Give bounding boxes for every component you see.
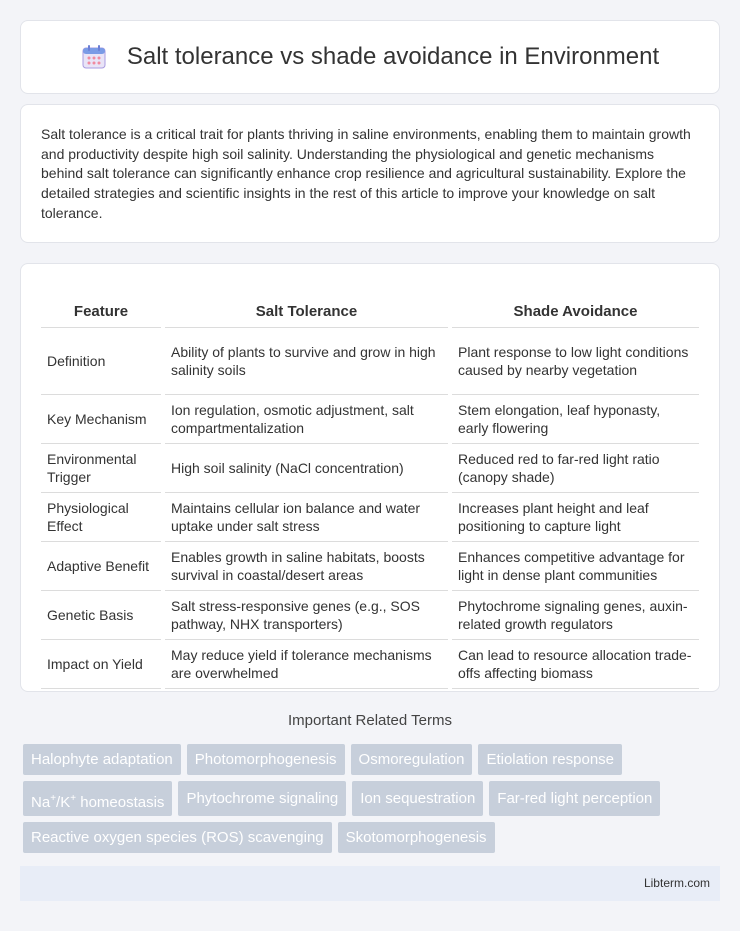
row-feature: Key Mechanism — [41, 395, 161, 444]
term-chip[interactable]: Halophyte adaptation — [23, 744, 181, 775]
table-row — [41, 328, 699, 395]
footer-link[interactable]: Libterm.com — [643, 876, 710, 890]
row-salt-value: Ability of plants to survive and grow in high salinity soils — [165, 328, 448, 395]
term-chip[interactable]: Etiolation response — [478, 744, 622, 775]
term-chip[interactable]: Skotomorphogenesis — [338, 822, 495, 853]
related-terms-list — [23, 744, 723, 859]
table-row — [41, 444, 699, 493]
term-chip[interactable]: Reactive oxygen species (ROS) scavenging — [23, 822, 332, 853]
header-feature: Feature — [41, 284, 161, 328]
table-row — [41, 395, 699, 444]
header-salt-tolerance: Salt Tolerance — [165, 284, 448, 328]
row-salt-value: Ion regulation, osmotic adjustment, salt compartmentalization — [165, 395, 448, 444]
term-chip[interactable]: Ion sequestration — [352, 781, 483, 816]
row-salt-value: High soil salinity (NaCl concentration) — [165, 444, 448, 493]
comparison-card — [20, 263, 720, 692]
table-row — [41, 640, 699, 689]
row-salt-value: Maintains cellular ion balance and water uptake under salt stress — [165, 493, 448, 542]
term-sup-plus: + — [70, 793, 77, 804]
table-row — [41, 493, 699, 542]
chip-row — [23, 744, 723, 775]
table-row — [41, 591, 699, 640]
header-shade-avoidance: Shade Avoidance — [452, 284, 699, 328]
row-shade-value: Can lead to resource allocation trade-offs affecting biomass — [452, 640, 699, 689]
row-feature: Adaptive Benefit — [41, 542, 161, 591]
term-k: /K — [56, 794, 71, 811]
row-salt-value: May reduce yield if tolerance mechanisms are overwhelmed — [165, 640, 448, 689]
row-shade-value: Enhances competitive advantage for light in dense plant communities — [452, 542, 699, 591]
table-header-row — [41, 284, 699, 328]
header-card — [20, 20, 720, 94]
row-feature: Definition — [41, 328, 161, 395]
page-title: Salt tolerance vs shade avoidance in Environment — [126, 43, 660, 70]
table-row — [41, 542, 699, 591]
row-salt-value: Salt stress-responsive genes (e.g., SOS pathway, NHX transporters) — [165, 591, 448, 640]
term-chip[interactable]: Photomorphogenesis — [187, 744, 345, 775]
related-terms-title: Important Related Terms — [288, 712, 452, 729]
row-shade-value: Phytochrome signaling genes, auxin-related growth regulators — [452, 591, 699, 640]
calendar-icon — [81, 44, 107, 70]
term-na: Na — [31, 794, 51, 811]
term-chip[interactable]: Osmoregulation — [351, 744, 473, 775]
row-feature: Environmental Trigger — [41, 444, 161, 493]
row-shade-value: Plant response to low light conditions caused by nearby vegetation — [452, 328, 699, 395]
chip-row — [23, 822, 723, 853]
row-salt-value: Enables growth in saline habitats, boosts survival in coastal/desert areas — [165, 542, 448, 591]
row-feature: Genetic Basis — [41, 591, 161, 640]
row-shade-value: Stem elongation, leaf hyponasty, early flowering — [452, 395, 699, 444]
row-shade-value: Reduced red to far-red light ratio (canopy shade) — [452, 444, 699, 493]
term-chip[interactable]: Far-red light perception — [489, 781, 660, 816]
term-homeostasis: homeostasis — [76, 794, 165, 811]
comparison-table — [37, 284, 703, 689]
term-sup-plus: + — [50, 793, 57, 804]
row-feature: Impact on Yield — [41, 640, 161, 689]
intro-paragraph: Salt tolerance is a critical trait for plants thriving in saline environments, enabling them to maintain growth and productivity despite high soil salinity. Understanding the physiological and genetic mechanisms behind salt tolerance can significantly enhance crop resilience and agricultural sustainability. Explore the detailed strategies and scientific insights in the rest of this article to improve your knowledge on salt tolerance. — [41, 126, 691, 221]
footer — [20, 866, 720, 901]
term-chip-ion-homeostasis[interactable] — [23, 781, 172, 816]
row-feature: Physiological Effect — [41, 493, 161, 542]
chip-row — [23, 781, 723, 816]
title-wrap — [81, 43, 659, 71]
intro-card — [20, 104, 720, 243]
term-chip[interactable]: Phytochrome signaling — [178, 781, 346, 816]
row-shade-value: Increases plant height and leaf positioning to capture light — [452, 493, 699, 542]
